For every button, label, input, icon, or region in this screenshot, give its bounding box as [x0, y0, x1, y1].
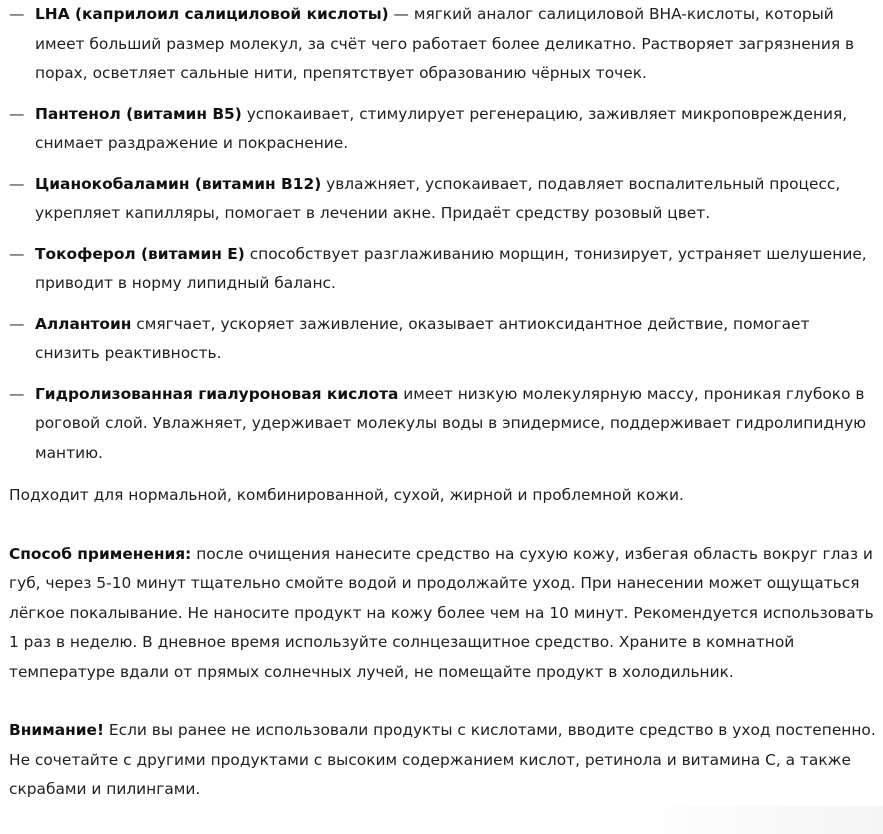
list-item — [9, 100, 879, 159]
list-item — [9, 0, 879, 89]
ingredient-name: LHA (каприлоил салициловой кислоты) — [35, 5, 389, 23]
usage-paragraph — [9, 540, 879, 688]
ingredient-description: увлажняет, успокаивает, подавляет воспалительный процесс, укрепляет капилляры, помогает в лечении акне. Придаёт средству розовый цвет. — [35, 174, 841, 222]
ingredient-name: Цианокобаламин (витамин B12) — [35, 174, 322, 193]
warning-text: Если вы ранее не использовали продукты с кислотами, вводите средство в уход постепенно. Не сочетайте с другими продуктами с высоким содержанием кислот, ретинола и витамина С, а также скрабами и пилингами. — [9, 721, 876, 798]
ingredient-name: Токоферол (витамин E) — [35, 244, 245, 263]
ingredient-name: Гидролизованная гиалуроновая кислота — [35, 384, 399, 403]
dash-bullet: — — [9, 104, 25, 123]
ingredient-name: Аллантоин — [35, 314, 132, 333]
ingredient-description: способствует разглаживанию морщин, тонизирует, устраняет шелушение, приводит в норму липидный баланс. — [35, 244, 867, 292]
list-item — [9, 380, 879, 469]
warning-paragraph — [9, 716, 879, 805]
bottom-fade-overlay — [623, 806, 883, 834]
list-item — [9, 170, 879, 229]
ingredient-description: — мягкий аналог салициловой BHA-кислоты, который имеет больший размер молекул, за счёт чего работает более деликатно. Растворяет загрязнения в порах, осветляет сальные нити, препятствует образованию чёрных точек. — [35, 5, 855, 82]
skin-type-paragraph: Подходит для нормальной, комбинированной, сухой, жирной и проблемной кожи. — [9, 486, 684, 504]
dash-bullet: — — [9, 244, 25, 263]
usage-label: Способ применения: — [9, 544, 192, 563]
product-description — [9, 0, 879, 805]
ingredient-description: смягчает, ускоряет заживление, оказывает антиоксидантное действие, помогает снизить реактивность. — [35, 314, 810, 362]
dash-bullet: — — [9, 5, 25, 23]
ingredient-name: Пантенол (витамин B5) — [35, 104, 242, 123]
dash-bullet: — — [9, 314, 25, 333]
dash-bullet: — — [9, 384, 25, 403]
warning-label: Внимание! — [9, 721, 104, 739]
list-item — [9, 240, 879, 299]
ingredient-description: успокаивает, стимулирует регенерацию, заживляет микроповреждения, снимает раздражение и покраснение. — [35, 104, 848, 152]
usage-text: после очищения нанесите средство на сухую кожу, избегая область вокруг глаз и губ, через 5-10 минут тщательно смойте водой и продолжайте уход. При нанесении может ощущаться лёгкое покалывание. Не наносите продукт на кожу более чем на 10 минут. Рекомендуется использовать 1 раз в неделю. В дневное время используйте солнцезащитное средство. Храните в комнатной температуре вдали от прямых солнечных лучей, не помещайте продукт в холодильник. — [9, 544, 874, 681]
ingredient-description: имеет низкую молекулярную массу, проникая глубоко в роговой слой. Увлажняет, удерживает молекулы воды в эпидермисе, поддерживает гидролипидную мантию. — [35, 384, 867, 462]
list-item — [9, 310, 879, 369]
dash-bullet: — — [9, 174, 25, 193]
ingredient-list — [9, 0, 879, 468]
